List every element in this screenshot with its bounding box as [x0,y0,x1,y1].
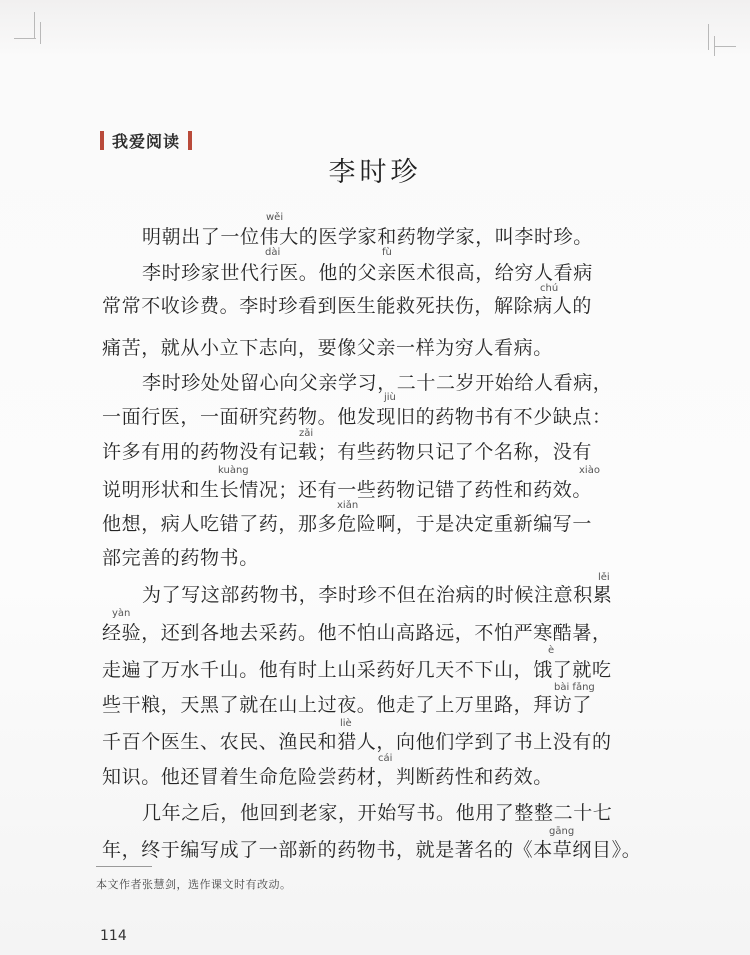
paragraph-line: 李时珍家世代行医。他的父亲医术很高，给穷人看病 [142,262,593,284]
crop-mark-top-left [40,22,41,44]
pinyin-annotation: gāng [549,826,575,837]
pinyin-annotation: yàn [112,608,131,619]
paragraph-line: 他想，病人吃错了药，那多危险啊，于是决定重新编写一 [102,513,593,535]
paragraph-line: 千百个医生、农民、渔民和猎人，向他们学到了书上没有的 [102,731,612,753]
paragraph-line: 明朝出了一位伟大的医学家和药物学家，叫李时珍。 [142,226,593,248]
section-label-text: 我爱阅读 [112,131,181,151]
pinyin-annotation: cái [378,753,393,764]
pinyin-annotation: xiào [579,465,600,476]
paragraph-line: 几年之后，他回到老家，开始写书。他用了整整二十七 [142,802,613,824]
paragraph-line: 年，终于编写成了一部新的药物书，就是著名的《本草纲目》。 [102,839,642,861]
paragraph-line: 痛苦，就从小立下志向，要像父亲一样为穷人看病。 [102,337,553,359]
pinyin-annotation: kuàng [218,465,249,476]
footnote: 本文作者张慧剑，选作课文时有改动。 [96,878,292,891]
pinyin-annotation: fù [382,247,392,258]
section-label-right-bar [188,131,192,150]
pinyin-annotation: xiǎn [337,500,359,511]
paragraph-line: 为了写这部药物书，李时珍不但在治病的时候注意积累 [142,584,613,606]
pinyin-annotation: dài [265,247,281,258]
paragraph-line: 走遍了万水千山。他有时上山采药好几天不下山，饿了就吃 [102,659,612,681]
paragraph-line: 说明形状和生长情况；还有一些药物记错了药性和药效。 [102,479,593,501]
footnote-divider [96,866,152,867]
paragraph-line: 常常不收诊费。李时珍看到医生能救死扶伤，解除病人的 [102,295,593,317]
paragraph-line: 部完善的药物书。 [102,547,259,569]
section-label-left-bar [100,131,104,150]
crop-mark-top-right [708,24,709,50]
pinyin-annotation: wěi [266,212,284,223]
paragraph-line: 知识。他还冒着生命危险尝药材，判断药性和药效。 [102,766,553,788]
pinyin-annotation: è [548,645,555,656]
pinyin-annotation: chú [540,283,559,294]
pinyin-annotation: lěi [598,572,610,583]
pinyin-annotation: bài fǎng [554,682,595,693]
page-number: 114 [100,928,127,944]
paragraph-line: 许多有用的药物没有记载；有些药物只记了个名称，没有 [102,441,593,463]
pinyin-annotation: jiù [384,392,396,403]
paragraph-line: 经验，还到各地去采药。他不怕山高路远，不怕严寒酷暑， [102,622,612,644]
pinyin-annotation: zǎi [299,428,314,439]
crop-mark-top-left [34,12,35,38]
crop-mark-top-left [14,38,36,39]
page-title: 李时珍 [328,157,422,188]
crop-mark-top-right [714,46,736,47]
paragraph-line: 李时珍处处留心向父亲学习，二十二岁开始给人看病， [142,372,613,394]
pinyin-annotation: liè [340,718,352,729]
paragraph-line: 些干粮，天黑了就在山上过夜。他走了上万里路，拜访了 [102,694,593,716]
section-label [100,130,192,150]
paragraph-line: 一面行医，一面研究药物。他发现旧的药物书有不少缺点： [102,406,612,428]
